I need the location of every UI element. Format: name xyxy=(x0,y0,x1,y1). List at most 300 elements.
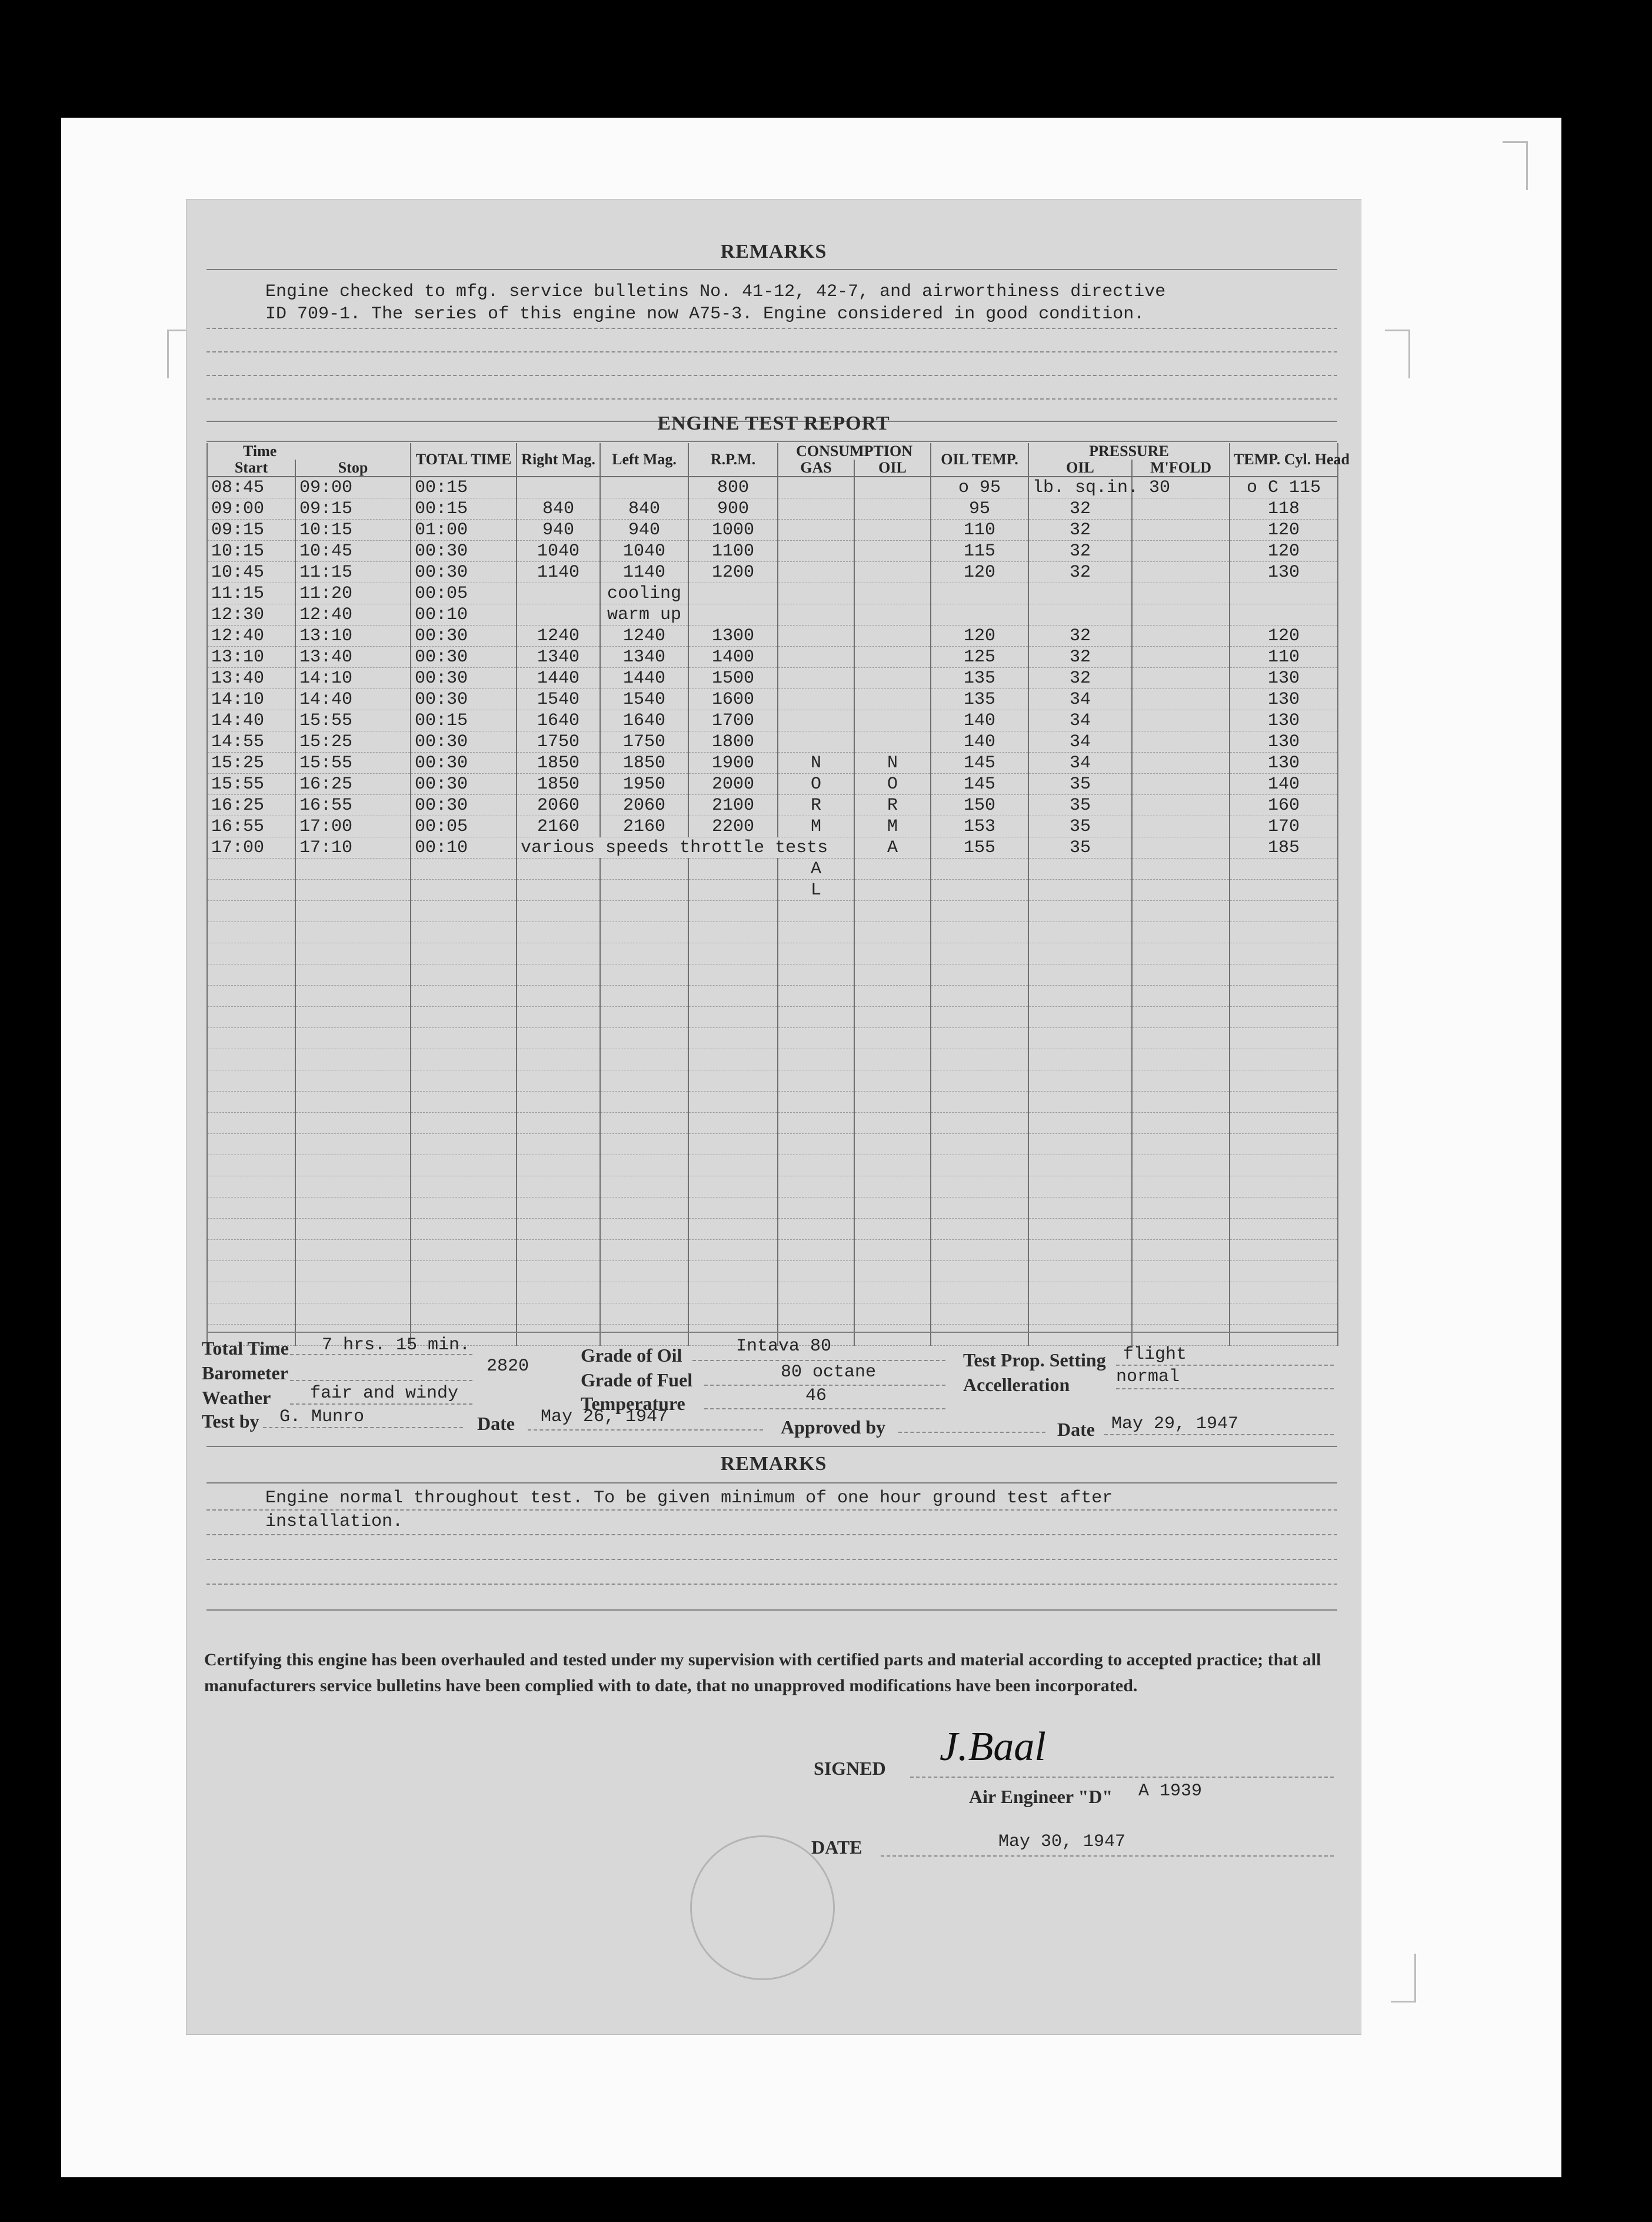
cell-gas xyxy=(778,498,854,520)
cell-gas: A xyxy=(778,859,854,880)
empty-cell xyxy=(688,1049,778,1070)
grade-fuel-label: Grade of Fuel xyxy=(581,1369,693,1391)
cell-rpm: 800 xyxy=(688,477,778,498)
cell-start-time: 12:30 xyxy=(207,604,295,626)
cell-left-mag xyxy=(600,859,688,880)
empty-cell xyxy=(778,922,854,943)
cell-rpm xyxy=(688,583,778,604)
cell-mfold-pressure xyxy=(1132,604,1230,626)
empty-cell xyxy=(1132,1261,1230,1282)
cell-oil-temp: o 95 xyxy=(931,477,1028,498)
cell-oil-pressure: lb. sq.in. 30 xyxy=(1028,477,1132,498)
cell-stop-time: 16:25 xyxy=(295,774,411,795)
test-by-label: Test by xyxy=(202,1411,259,1432)
empty-cell xyxy=(295,1092,411,1113)
cell-start-time xyxy=(207,880,295,901)
empty-cell xyxy=(295,1282,411,1303)
signature: J.Baal xyxy=(940,1724,1046,1769)
cell-rpm: 1600 xyxy=(688,689,778,710)
empty-cell xyxy=(295,1261,411,1282)
empty-cell xyxy=(1132,1325,1230,1346)
test-prop-value: flight xyxy=(1123,1345,1187,1365)
empty-cell xyxy=(778,1176,854,1198)
empty-cell xyxy=(517,1092,600,1113)
cell-start-time: 14:40 xyxy=(207,710,295,731)
cell-oil-temp: 120 xyxy=(931,626,1028,647)
cell-rpm xyxy=(688,880,778,901)
cell-gas xyxy=(778,520,854,541)
empty-cell xyxy=(778,1219,854,1240)
empty-cell xyxy=(778,1134,854,1155)
cell-gas: M xyxy=(778,816,854,837)
empty-cell xyxy=(688,1240,778,1261)
cell-left-mag: 1440 xyxy=(600,668,688,689)
empty-cell xyxy=(931,1155,1028,1176)
cell-total-time: 00:30 xyxy=(411,668,517,689)
cell-left-mag: 1340 xyxy=(600,647,688,668)
cell-right-mag xyxy=(517,477,600,498)
cell-start-time: 15:25 xyxy=(207,753,295,774)
empty-cell xyxy=(931,1282,1028,1303)
rule xyxy=(206,375,1337,376)
empty-cell xyxy=(411,1049,517,1070)
cell-oil-consumption xyxy=(854,583,931,604)
empty-row xyxy=(207,1240,1338,1261)
rule xyxy=(1104,1434,1334,1435)
cell-cyl-head-temp: 120 xyxy=(1230,520,1338,541)
cell-gas xyxy=(778,647,854,668)
cell-stop-time: 15:25 xyxy=(295,731,411,753)
acceleration-label: Accelleration xyxy=(963,1374,1070,1395)
cell-stop-time: 13:10 xyxy=(295,626,411,647)
empty-row xyxy=(207,1028,1338,1049)
empty-cell xyxy=(295,1155,411,1176)
cell-gas xyxy=(778,689,854,710)
empty-cell xyxy=(207,1028,295,1049)
cell-oil-temp: 135 xyxy=(931,668,1028,689)
empty-cell xyxy=(1028,922,1132,943)
cell-mfold-pressure xyxy=(1132,816,1230,837)
table-row xyxy=(207,604,1338,626)
weather-label: Weather xyxy=(202,1387,271,1408)
empty-cell xyxy=(1230,1007,1338,1028)
bottom-remarks-heading: REMARKS xyxy=(720,1453,827,1475)
cell-start-time: 17:00 xyxy=(207,837,295,859)
cell-cyl-head-temp: 130 xyxy=(1230,562,1338,583)
cell-right-mag xyxy=(517,604,600,626)
header-cyl-head-temp: TEMP. Cyl. Head xyxy=(1230,443,1338,477)
cell-start-time: 09:00 xyxy=(207,498,295,520)
empty-cell xyxy=(688,1113,778,1134)
table-row xyxy=(207,477,1338,498)
cell-oil-consumption xyxy=(854,498,931,520)
empty-cell xyxy=(854,1176,931,1198)
rule xyxy=(263,1427,463,1428)
cell-oil-consumption: N xyxy=(854,753,931,774)
acceleration-value: normal xyxy=(1116,1367,1180,1387)
empty-cell xyxy=(1230,1282,1338,1303)
empty-cell xyxy=(688,901,778,922)
temperature-label: Temperature xyxy=(581,1393,685,1414)
empty-cell xyxy=(854,1113,931,1134)
cell-stop-time xyxy=(295,880,411,901)
empty-cell xyxy=(517,922,600,943)
empty-cell xyxy=(600,943,688,964)
empty-cell xyxy=(295,1049,411,1070)
cell-left-mag: 2160 xyxy=(600,816,688,837)
cell-mfold-pressure xyxy=(1132,668,1230,689)
empty-cell xyxy=(600,901,688,922)
cell-left-mag: cooling xyxy=(600,583,688,604)
empty-cell xyxy=(778,1028,854,1049)
rule xyxy=(692,1360,945,1361)
empty-cell xyxy=(295,1134,411,1155)
cell-start-time: 11:15 xyxy=(207,583,295,604)
cell-oil-pressure: 32 xyxy=(1028,668,1132,689)
empty-cell xyxy=(1028,1113,1132,1134)
cert-date-value: May 30, 1947 xyxy=(998,1832,1126,1852)
rule xyxy=(206,328,1337,329)
empty-cell xyxy=(1230,901,1338,922)
empty-cell xyxy=(1132,1155,1230,1176)
cell-stop-time: 09:00 xyxy=(295,477,411,498)
cell-total-time: 00:30 xyxy=(411,541,517,562)
empty-cell xyxy=(411,1113,517,1134)
cell-stop-time: 15:55 xyxy=(295,753,411,774)
header-oil-temp: OIL TEMP. xyxy=(931,443,1028,477)
cell-mfold-pressure xyxy=(1132,647,1230,668)
signed-label: SIGNED xyxy=(814,1758,886,1779)
empty-cell xyxy=(688,1134,778,1155)
engine-test-table xyxy=(206,443,1350,1346)
table-row xyxy=(207,795,1338,816)
cell-oil-pressure: 34 xyxy=(1028,731,1132,753)
empty-cell xyxy=(931,1028,1028,1049)
empty-cell xyxy=(854,922,931,943)
cell-oil-pressure: 35 xyxy=(1028,795,1132,816)
cell-oil-consumption xyxy=(854,626,931,647)
header-gas: GAS xyxy=(778,460,854,477)
empty-row xyxy=(207,1092,1338,1113)
cell-left-mag: 840 xyxy=(600,498,688,520)
empty-cell xyxy=(295,1240,411,1261)
cell-gas: R xyxy=(778,795,854,816)
cell-start-time xyxy=(207,859,295,880)
cell-rpm: 1000 xyxy=(688,520,778,541)
crop-mark xyxy=(1391,1954,1416,2003)
table-row xyxy=(207,837,1338,859)
empty-cell xyxy=(1028,943,1132,964)
empty-cell xyxy=(1132,1219,1230,1240)
cell-rpm: 1700 xyxy=(688,710,778,731)
remarks-line-2: ID 709-1. The series of this engine now A75-3. Engine considered in good condition. xyxy=(265,304,1145,324)
empty-cell xyxy=(854,1282,931,1303)
cell-total-time: 00:15 xyxy=(411,710,517,731)
table-row xyxy=(207,880,1338,901)
empty-row xyxy=(207,1007,1338,1028)
empty-cell xyxy=(517,1198,600,1219)
cell-oil-pressure: 32 xyxy=(1028,498,1132,520)
cell-mfold-pressure xyxy=(1132,562,1230,583)
empty-cell xyxy=(1230,1155,1338,1176)
cell-stop-time: 15:55 xyxy=(295,710,411,731)
approval-date-label: Date xyxy=(1057,1419,1095,1440)
empty-cell xyxy=(517,964,600,986)
cell-right-mag: 1440 xyxy=(517,668,600,689)
empty-cell xyxy=(1028,901,1132,922)
cert-date-label: DATE xyxy=(811,1837,862,1858)
empty-cell xyxy=(207,986,295,1007)
empty-cell xyxy=(517,1219,600,1240)
empty-row xyxy=(207,1303,1338,1325)
empty-cell xyxy=(411,1070,517,1092)
cell-oil-temp: 145 xyxy=(931,753,1028,774)
empty-cell xyxy=(207,1198,295,1219)
cell-oil-pressure: 32 xyxy=(1028,647,1132,668)
cell-total-time: 00:30 xyxy=(411,774,517,795)
empty-cell xyxy=(411,1028,517,1049)
cell-oil-consumption xyxy=(854,520,931,541)
cell-total-time: 00:30 xyxy=(411,753,517,774)
empty-cell xyxy=(295,1007,411,1028)
empty-cell xyxy=(207,1240,295,1261)
empty-cell xyxy=(411,1134,517,1155)
cell-stop-time: 17:00 xyxy=(295,816,411,837)
empty-cell xyxy=(411,986,517,1007)
empty-cell xyxy=(207,901,295,922)
cell-start-time: 13:10 xyxy=(207,647,295,668)
empty-cell xyxy=(931,1198,1028,1219)
header-oil-consumption: OIL xyxy=(854,460,931,477)
table-row xyxy=(207,816,1338,837)
empty-cell xyxy=(778,1070,854,1092)
cell-oil-consumption xyxy=(854,710,931,731)
test-prop-label: Test Prop. Setting xyxy=(963,1349,1106,1371)
empty-cell xyxy=(854,1134,931,1155)
cell-gas: O xyxy=(778,774,854,795)
empty-cell xyxy=(1132,1176,1230,1198)
empty-row xyxy=(207,922,1338,943)
cell-gas xyxy=(778,583,854,604)
empty-cell xyxy=(778,901,854,922)
empty-cell xyxy=(1028,986,1132,1007)
empty-cell xyxy=(778,964,854,986)
cell-mfold-pressure xyxy=(1132,520,1230,541)
cell-cyl-head-temp xyxy=(1230,880,1338,901)
empty-cell xyxy=(854,1240,931,1261)
cell-right-mag: various speeds throttle tests xyxy=(517,837,854,859)
cell-oil-pressure: 32 xyxy=(1028,541,1132,562)
cell-oil-temp: 153 xyxy=(931,816,1028,837)
cell-total-time: 00:30 xyxy=(411,689,517,710)
cell-cyl-head-temp: 130 xyxy=(1230,668,1338,689)
cell-total-time: 00:30 xyxy=(411,795,517,816)
test-by-value: G. Munro xyxy=(279,1407,365,1427)
table-row xyxy=(207,710,1338,731)
header-consumption: CONSUMPTION xyxy=(778,443,931,460)
empty-cell xyxy=(931,986,1028,1007)
empty-cell xyxy=(778,1261,854,1282)
empty-cell xyxy=(517,1007,600,1028)
cell-oil-temp xyxy=(931,604,1028,626)
header-time: Time xyxy=(207,443,411,460)
empty-cell xyxy=(931,901,1028,922)
empty-cell xyxy=(778,1007,854,1028)
rule xyxy=(290,1354,472,1355)
cell-oil-temp: 110 xyxy=(931,520,1028,541)
table-row xyxy=(207,774,1338,795)
cell-oil-pressure: 32 xyxy=(1028,626,1132,647)
cell-left-mag xyxy=(600,477,688,498)
empty-cell xyxy=(600,1113,688,1134)
empty-cell xyxy=(600,1219,688,1240)
empty-cell xyxy=(517,1303,600,1325)
header-mfold: M'FOLD xyxy=(1132,460,1230,477)
empty-cell xyxy=(295,1219,411,1240)
cell-cyl-head-temp: 118 xyxy=(1230,498,1338,520)
cell-oil-consumption: M xyxy=(854,816,931,837)
empty-cell xyxy=(411,1240,517,1261)
cell-total-time: 00:05 xyxy=(411,816,517,837)
cell-oil-pressure: 32 xyxy=(1028,520,1132,541)
empty-cell xyxy=(778,1303,854,1325)
cell-rpm: 1500 xyxy=(688,668,778,689)
empty-row xyxy=(207,1219,1338,1240)
cell-cyl-head-temp: 120 xyxy=(1230,541,1338,562)
empty-cell xyxy=(600,964,688,986)
cell-stop-time: 17:10 xyxy=(295,837,411,859)
cell-oil-temp: 140 xyxy=(931,710,1028,731)
engineer-license: A 1939 xyxy=(1138,1781,1203,1801)
empty-cell xyxy=(1132,1092,1230,1113)
empty-cell xyxy=(1028,1219,1132,1240)
cell-mfold-pressure xyxy=(1132,774,1230,795)
table-row xyxy=(207,520,1338,541)
rule xyxy=(910,1777,1334,1778)
empty-cell xyxy=(207,943,295,964)
empty-cell xyxy=(1230,1113,1338,1134)
cell-total-time: 00:10 xyxy=(411,837,517,859)
empty-cell xyxy=(1132,1303,1230,1325)
empty-cell xyxy=(854,1303,931,1325)
empty-cell xyxy=(517,1325,600,1346)
empty-cell xyxy=(931,1113,1028,1134)
rule xyxy=(206,1446,1337,1447)
cell-rpm: 1100 xyxy=(688,541,778,562)
empty-cell xyxy=(600,1261,688,1282)
empty-cell xyxy=(1028,1007,1132,1028)
empty-cell xyxy=(207,1155,295,1176)
empty-cell xyxy=(854,1219,931,1240)
cell-total-time: 00:15 xyxy=(411,477,517,498)
empty-cell xyxy=(778,1240,854,1261)
empty-cell xyxy=(1132,943,1230,964)
header-pressure-oil: OIL xyxy=(1028,460,1132,477)
cell-gas xyxy=(778,668,854,689)
cell-oil-consumption xyxy=(854,647,931,668)
test-date-label: Date xyxy=(477,1413,515,1434)
cell-right-mag xyxy=(517,880,600,901)
empty-cell xyxy=(931,1303,1028,1325)
cell-mfold-pressure xyxy=(1132,541,1230,562)
empty-cell xyxy=(688,1176,778,1198)
empty-cell xyxy=(1230,1261,1338,1282)
cell-total-time: 01:00 xyxy=(411,520,517,541)
empty-cell xyxy=(1230,943,1338,964)
cell-stop-time: 12:40 xyxy=(295,604,411,626)
cell-rpm: 1400 xyxy=(688,647,778,668)
cell-right-mag: 1640 xyxy=(517,710,600,731)
empty-cell xyxy=(1028,1155,1132,1176)
empty-cell xyxy=(517,1261,600,1282)
cell-stop-time: 14:10 xyxy=(295,668,411,689)
cell-total-time xyxy=(411,859,517,880)
cell-total-time: 00:05 xyxy=(411,583,517,604)
cell-gas: L xyxy=(778,880,854,901)
empty-cell xyxy=(854,1198,931,1219)
test-rows xyxy=(207,477,1338,1346)
cell-cyl-head-temp: 160 xyxy=(1230,795,1338,816)
cell-right-mag: 1240 xyxy=(517,626,600,647)
empty-cell xyxy=(517,1049,600,1070)
cell-mfold-pressure xyxy=(1132,795,1230,816)
cell-oil-pressure: 35 xyxy=(1028,816,1132,837)
empty-cell xyxy=(295,986,411,1007)
cell-oil-consumption xyxy=(854,859,931,880)
empty-cell xyxy=(1132,1113,1230,1134)
cell-rpm: 2200 xyxy=(688,816,778,837)
cell-oil-temp: 155 xyxy=(931,837,1028,859)
empty-cell xyxy=(1132,1282,1230,1303)
empty-cell xyxy=(207,1113,295,1134)
cell-cyl-head-temp: 120 xyxy=(1230,626,1338,647)
empty-cell xyxy=(517,1070,600,1092)
empty-cell xyxy=(931,943,1028,964)
header-right-mag: Right Mag. xyxy=(517,443,600,477)
empty-cell xyxy=(207,1219,295,1240)
empty-cell xyxy=(688,1092,778,1113)
cell-rpm: 1800 xyxy=(688,731,778,753)
cell-mfold-pressure xyxy=(1132,583,1230,604)
cell-mfold-pressure xyxy=(1132,710,1230,731)
empty-cell xyxy=(295,1176,411,1198)
table-row xyxy=(207,689,1338,710)
empty-cell xyxy=(1028,1325,1132,1346)
cell-stop-time: 11:15 xyxy=(295,562,411,583)
empty-row xyxy=(207,1134,1338,1155)
table-row xyxy=(207,626,1338,647)
cell-total-time: 00:15 xyxy=(411,498,517,520)
cell-oil-temp: 140 xyxy=(931,731,1028,753)
cell-start-time: 10:15 xyxy=(207,541,295,562)
cell-right-mag: 1750 xyxy=(517,731,600,753)
empty-cell xyxy=(931,1240,1028,1261)
cell-right-mag: 2060 xyxy=(517,795,600,816)
engineer-title: Air Engineer "D" xyxy=(969,1786,1113,1807)
empty-cell xyxy=(854,1325,931,1346)
empty-cell xyxy=(295,1113,411,1134)
empty-cell xyxy=(688,964,778,986)
rule xyxy=(528,1429,763,1431)
cell-stop-time: 16:55 xyxy=(295,795,411,816)
empty-cell xyxy=(207,1176,295,1198)
empty-cell xyxy=(688,986,778,1007)
empty-cell xyxy=(688,943,778,964)
weather-value: fair and windy xyxy=(310,1383,459,1403)
empty-cell xyxy=(207,1007,295,1028)
cell-right-mag: 1040 xyxy=(517,541,600,562)
empty-cell xyxy=(600,986,688,1007)
